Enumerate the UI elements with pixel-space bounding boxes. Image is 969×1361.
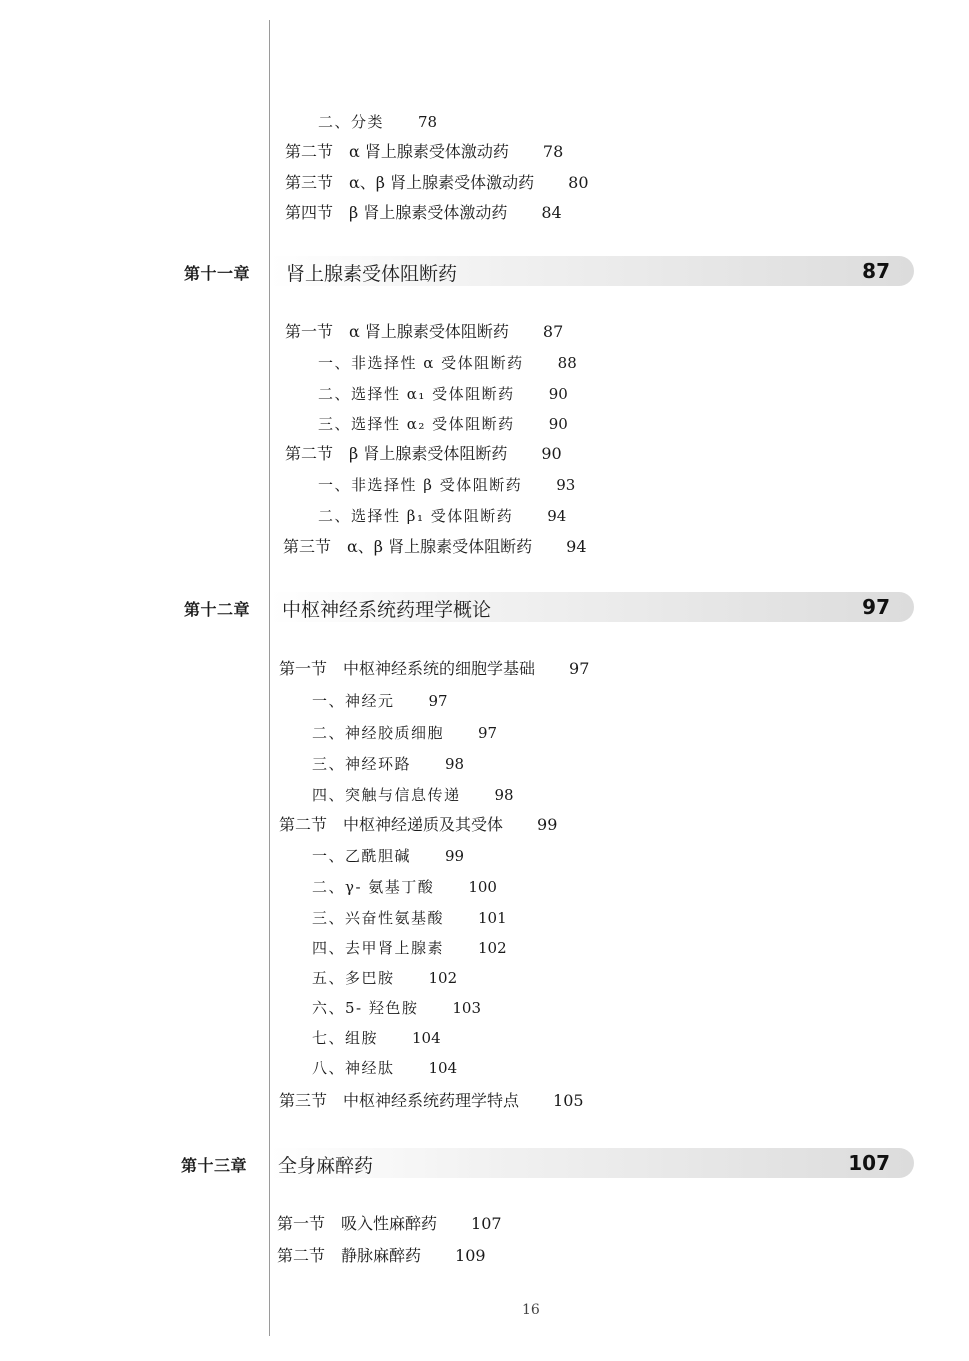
toc-entry[interactable]: 八、神经肽 104: [312, 1059, 458, 1077]
toc-entry[interactable]: 第二节 静脉麻醉药 109: [277, 1246, 486, 1265]
toc-entry[interactable]: 一、神经元 97: [312, 692, 448, 710]
toc-entry[interactable]: 四、突触与信息传递 98: [312, 786, 514, 804]
toc-entry[interactable]: 三、兴奋性氨基酸 101: [312, 909, 507, 927]
toc-entry[interactable]: 第二节 β 肾上腺素受体阻断药 90: [285, 444, 562, 463]
chapter-title: 中枢神经系统药理学概论: [282, 599, 492, 621]
toc-entry[interactable]: 二、分类 78: [318, 113, 438, 131]
chapter-page: 107: [848, 1151, 890, 1175]
toc-entry[interactable]: 第一节 α 肾上腺素受体阻断药 87: [285, 322, 564, 341]
chapter-label: 第十三章: [181, 1156, 248, 1175]
toc-entry[interactable]: 五、多巴胺 102: [312, 969, 458, 987]
toc-entry[interactable]: 第二节 中枢神经递质及其受体 99: [279, 815, 558, 834]
toc-entry[interactable]: 三、选择性 α₂ 受体阻断药 90: [318, 415, 568, 433]
chapter-page: 97: [862, 595, 890, 619]
toc-entry[interactable]: 二、选择性 α₁ 受体阻断药 90: [318, 385, 568, 403]
margin-rule: [269, 20, 270, 1336]
toc-entry[interactable]: 一、非选择性 β 受体阻断药 93: [318, 476, 576, 494]
toc-entry[interactable]: 二、γ- 氨基丁酸 100: [312, 878, 497, 896]
toc-entry[interactable]: 一、乙酰胆碱 99: [312, 847, 465, 865]
chapter-title: 肾上腺素受体阻断药: [286, 263, 458, 285]
toc-entry[interactable]: 三、神经环路 98: [312, 755, 465, 773]
chapter-label: 第十一章: [184, 264, 251, 283]
toc-entry[interactable]: 二、神经胶质细胞 97: [312, 724, 498, 742]
toc-entry[interactable]: 一、非选择性 α 受体阻断药 88: [318, 354, 577, 372]
toc-entry[interactable]: 七、组胺 104: [312, 1029, 441, 1047]
toc-entry[interactable]: 四、去甲肾上腺素 102: [312, 939, 507, 957]
toc-entry[interactable]: 第一节 中枢神经系统的细胞学基础 97: [279, 659, 590, 678]
toc-entry[interactable]: 第三节 中枢神经系统药理学特点 105: [279, 1091, 584, 1110]
toc-entry[interactable]: 二、选择性 β₁ 受体阻断药 94: [318, 507, 567, 525]
toc-entry[interactable]: 第四节 β 肾上腺素受体激动药 84: [285, 203, 562, 222]
chapter-title: 全身麻醉药: [278, 1155, 374, 1177]
toc-entry[interactable]: 第一节 吸入性麻醉药 107: [277, 1214, 502, 1233]
chapter-label: 第十二章: [184, 600, 251, 619]
page-number: 16: [522, 1302, 540, 1318]
chapter-heading-bar[interactable]: [270, 592, 914, 622]
toc-entry[interactable]: 六、5- 羟色胺 103: [312, 999, 482, 1017]
chapter-page: 87: [862, 259, 890, 283]
toc-entry[interactable]: 第三节 α、β 肾上腺素受体激动药 80: [285, 173, 589, 192]
toc-entry[interactable]: 第二节 α 肾上腺素受体激动药 78: [285, 142, 564, 161]
chapter-heading-bar[interactable]: [270, 256, 914, 286]
chapter-heading-bar[interactable]: [270, 1148, 914, 1178]
toc-entry[interactable]: 第三节 α、β 肾上腺素受体阻断药 94: [283, 537, 587, 556]
